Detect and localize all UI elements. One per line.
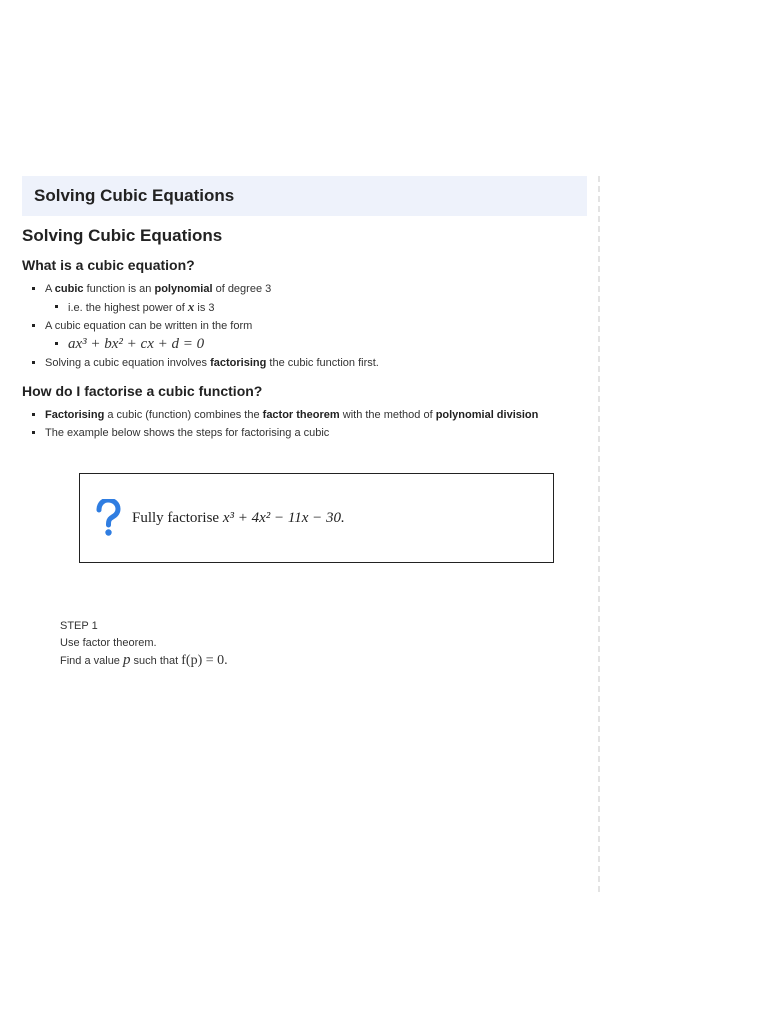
- header-band: [22, 176, 587, 216]
- step-1-block: [60, 618, 460, 670]
- question-box: [79, 473, 554, 563]
- question-expression: x³ + 4x² − 11x − 30.: [222, 509, 345, 526]
- section-heading-factorise: How do I factorise a cubic function?: [22, 383, 263, 399]
- question-mark-icon: [94, 498, 122, 538]
- list-item: Solving a cubic equation involves factorising the cubic function first.: [22, 354, 587, 372]
- list-item: The example below shows the steps for factorising a cubic: [22, 424, 587, 442]
- step-equation: f(p) = 0.: [181, 653, 228, 668]
- list-item-formula: [22, 335, 587, 354]
- question-text: Fully factorise x³ + 4x² − 11x − 30.: [132, 509, 345, 526]
- cubic-general-formula: ax³ + bx² + cx + d = 0: [68, 336, 205, 352]
- section-heading-cubic-equation: What is a cubic equation?: [22, 257, 195, 273]
- bullet-list-factorise: [22, 406, 587, 442]
- article-title: Solving Cubic Equations: [22, 226, 223, 245]
- list-item: Factorising a cubic (function) combines the factor theorem with the method of polynomial division: [22, 406, 587, 424]
- list-item: A cubic function is an polynomial of degree 3: [22, 280, 587, 298]
- page-divider: [598, 176, 600, 892]
- step-line-2: Find a value p such that f(p) = 0.: [60, 652, 228, 668]
- list-item: A cubic equation can be written in the form: [22, 317, 587, 335]
- list-item: i.e. the highest power of x is 3: [22, 298, 587, 317]
- header-title: Solving Cubic Equations: [34, 186, 235, 205]
- article-content: [22, 226, 587, 442]
- bullet-list-cubic-equation: [22, 280, 587, 372]
- step-label: STEP 1: [60, 620, 98, 632]
- step-line-1: Use factor theorem.: [60, 637, 157, 649]
